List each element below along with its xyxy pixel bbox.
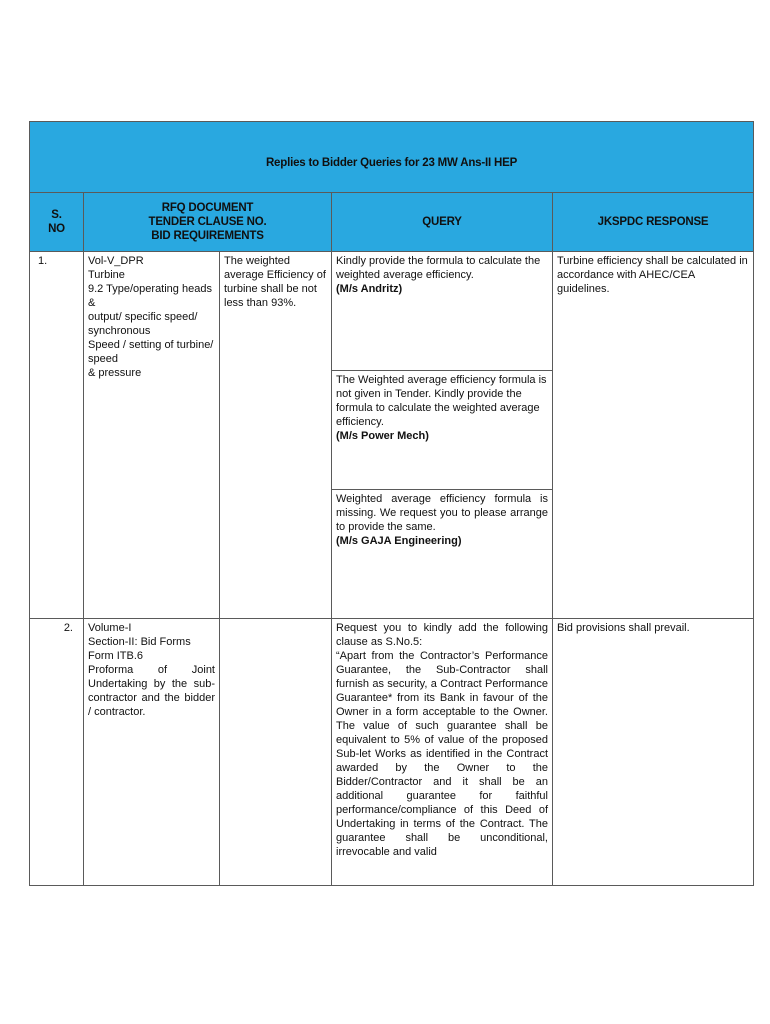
- row-serial-number: 1.: [30, 252, 84, 619]
- bidder-name: (M/s Andritz): [336, 283, 403, 295]
- query-cell: Request you to kindly add the following clause as S.No.5: “Apart from the Contractor’s Performance Guarantee, the Sub-Contractor shall furnish as security, a Contract Performance Guarantee* from its Bank in favour of the Owner in a form acceptable to the Owner. The value of such guarantee shall be equivalent to 5% of value of the proposed Sub-let Works as identified in the Contract awarded by the Owner to the Bidder/Contractor and it shall be an additional guarantee for faithful performance/compliance of this Deed of Undertaking in terms of the Contract. The guarantee shall be unconditional, irrevocable and valid: [332, 619, 553, 886]
- header-rfq-document: RFQ DOCUMENT TENDER CLAUSE NO. BID REQUIREMENTS: [84, 193, 332, 252]
- header-row: [30, 193, 754, 252]
- title-row: [30, 122, 754, 193]
- tender-clause: Vol-V_DPR Turbine 9.2 Type/operating heads & output/ specific speed/ synchronous Speed / setting of turbine/ speed & pressure: [84, 252, 220, 619]
- bid-requirement: [220, 619, 332, 886]
- tender-clause: Volume-I Section-II: Bid Forms Form ITB.6 Proforma of Joint Undertaking by the sub-contractor and the bidder / contractor.: [84, 619, 220, 886]
- table-title: Replies to Bidder Queries for 23 MW Ans-II HEP: [30, 122, 754, 193]
- table-row: [30, 252, 754, 371]
- table-row: [30, 619, 754, 886]
- bidder-queries-table: [29, 121, 754, 886]
- bidder-name: (M/s GAJA Engineering): [336, 535, 462, 547]
- query-cell: The Weighted average efficiency formula is not given in Tender. Kindly provide the formula to calculate the weighted average efficiency. (M/s Power Mech): [332, 371, 553, 490]
- bid-requirement: The weighted average Efficiency of turbine shall be not less than 93%.: [220, 252, 332, 619]
- header-sno: S. NO: [30, 193, 84, 252]
- document-page: [29, 121, 753, 886]
- row-serial-number: 2.: [30, 619, 84, 886]
- jkspdc-response: Turbine efficiency shall be calculated in accordance with AHEC/CEA guidelines.: [553, 252, 754, 619]
- jkspdc-response: Bid provisions shall prevail.: [553, 619, 754, 886]
- query-cell: Weighted average efficiency formula is missing. We request you to please arrange to provide the same. (M/s GAJA Engineering): [332, 490, 553, 619]
- bidder-name: (M/s Power Mech): [336, 430, 429, 442]
- header-response: JKSPDC RESPONSE: [553, 193, 754, 252]
- header-query: QUERY: [332, 193, 553, 252]
- query-cell: Kindly provide the formula to calculate the weighted average efficiency. (M/s Andritz): [332, 252, 553, 371]
